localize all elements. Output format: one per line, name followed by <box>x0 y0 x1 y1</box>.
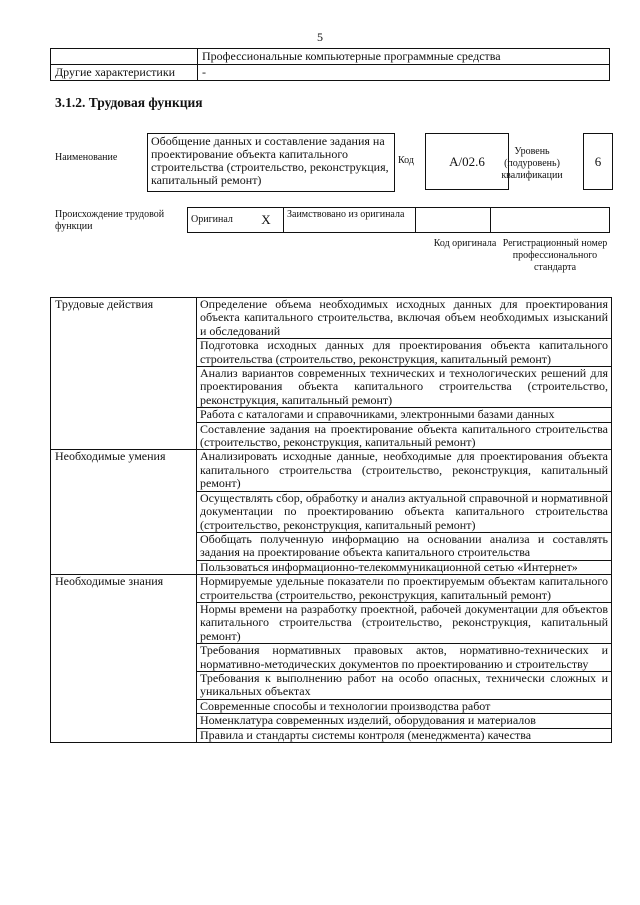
level-value: 6 <box>583 133 613 190</box>
table-cell-text: Нормы времени на разработку проектной, рабочей документации для объектов капитального строительства (строительство, реконструкция, капитальный ремонт) <box>197 602 612 643</box>
category-required-knowledge: Необходимые знания <box>51 575 197 743</box>
table-row <box>51 65 610 81</box>
table-row <box>188 208 610 233</box>
table-cell-text: Составление задания на проектирование объекта капитального строительства (строительство, реконструкция, капитальный ремонт) <box>197 422 612 450</box>
table-cell-label: Другие характеристики <box>51 65 198 81</box>
page-number: 5 <box>317 30 323 44</box>
table-cell-text: Номенклатура современных изделий, оборудования и материалов <box>197 714 612 728</box>
table-cell-text: Требования нормативных правовых актов, нормативно-технических и нормативно-методических документов по проектированию и строительству <box>197 644 612 672</box>
borrowed-label: Заимствовано из оригинала <box>284 208 416 233</box>
origin-label: Происхождение трудовой функции <box>55 209 165 232</box>
table-row <box>51 450 612 491</box>
table-row <box>51 49 610 65</box>
category-required-skills: Необходимые умения <box>51 450 197 575</box>
table-cell-text: Работа с каталогами и справочниками, электронными базами данных <box>197 408 612 422</box>
table-cell-value: Профессиональные компьютерные программные средства <box>198 49 610 65</box>
table-row <box>51 575 612 603</box>
reg-number-cell <box>491 208 610 233</box>
table-cell-text: Обобщать полученную информацию на основании анализа и составлять задания на проектирование объекта капитального строительства <box>197 532 612 560</box>
table-cell-text: Анализ вариантов современных технических и технологических решений для проектирования объекта капитального строительства (строительство, реконструкция, капитальный ремонт) <box>197 367 612 408</box>
reg-number-label: Регистрационный номер профессионального стандарта <box>502 238 608 273</box>
name-label: Наименование <box>55 152 118 163</box>
original-label: Оригинал <box>188 208 250 233</box>
origin-table <box>187 207 610 233</box>
table-cell-text: Правила и стандарты системы контроля (менеджмента) качества <box>197 728 612 742</box>
category-labor-actions: Трудовые действия <box>51 298 197 450</box>
code-original-label: Код оригинала <box>433 238 497 249</box>
table-row <box>51 298 612 339</box>
table-cell-text: Анализировать исходные данные, необходимые для проектирования объекта капитального строительства (строительство, реконструкция, капитальный ремонт) <box>197 450 612 491</box>
code-original-cell <box>416 208 491 233</box>
table-cell-text: Требования к выполнению работ на особо опасных, технически сложных и уникальных объектах <box>197 671 612 699</box>
original-mark: X <box>249 208 284 233</box>
table-cell-value: - <box>198 65 610 81</box>
labor-function-table <box>50 297 612 743</box>
function-name-value: Обобщение данных и составление задания на проектирование объекта капитального строительства (строительство, реконструкция, капитальный ремонт) <box>147 133 395 192</box>
other-characteristics-table <box>50 48 610 81</box>
table-cell-text: Определение объема необходимых исходных данных для проектирования объекта капитального строительства, включая объем необходимых изысканий и обследований <box>197 298 612 339</box>
function-code-value: A/02.6 <box>425 133 509 190</box>
level-label: Уровень (подуровень) квалификации <box>501 146 563 181</box>
code-label: Код <box>398 155 414 166</box>
table-cell-text: Нормируемые удельные показатели по проектируемым объектам капитального строительства (строительство, реконструкция, капитальный ремонт) <box>197 575 612 603</box>
table-cell-text: Подготовка исходных данных для проектирования объекта капитального строительства (строительство, реконструкция, капитальный ремонт) <box>197 339 612 367</box>
section-title: 3.1.2. Трудовая функция <box>55 95 203 110</box>
table-cell-text: Осуществлять сбор, обработку и анализ актуальной справочной и нормативной документации по проектированию объекта капитального строительства (строительство, реконструкция, капитальный ремонт) <box>197 491 612 532</box>
table-cell-text: Современные способы и технологии производства работ <box>197 699 612 713</box>
table-cell-label <box>51 49 198 65</box>
table-cell-text: Пользоваться информационно-телекоммуникационной сетью «Интернет» <box>197 560 612 574</box>
